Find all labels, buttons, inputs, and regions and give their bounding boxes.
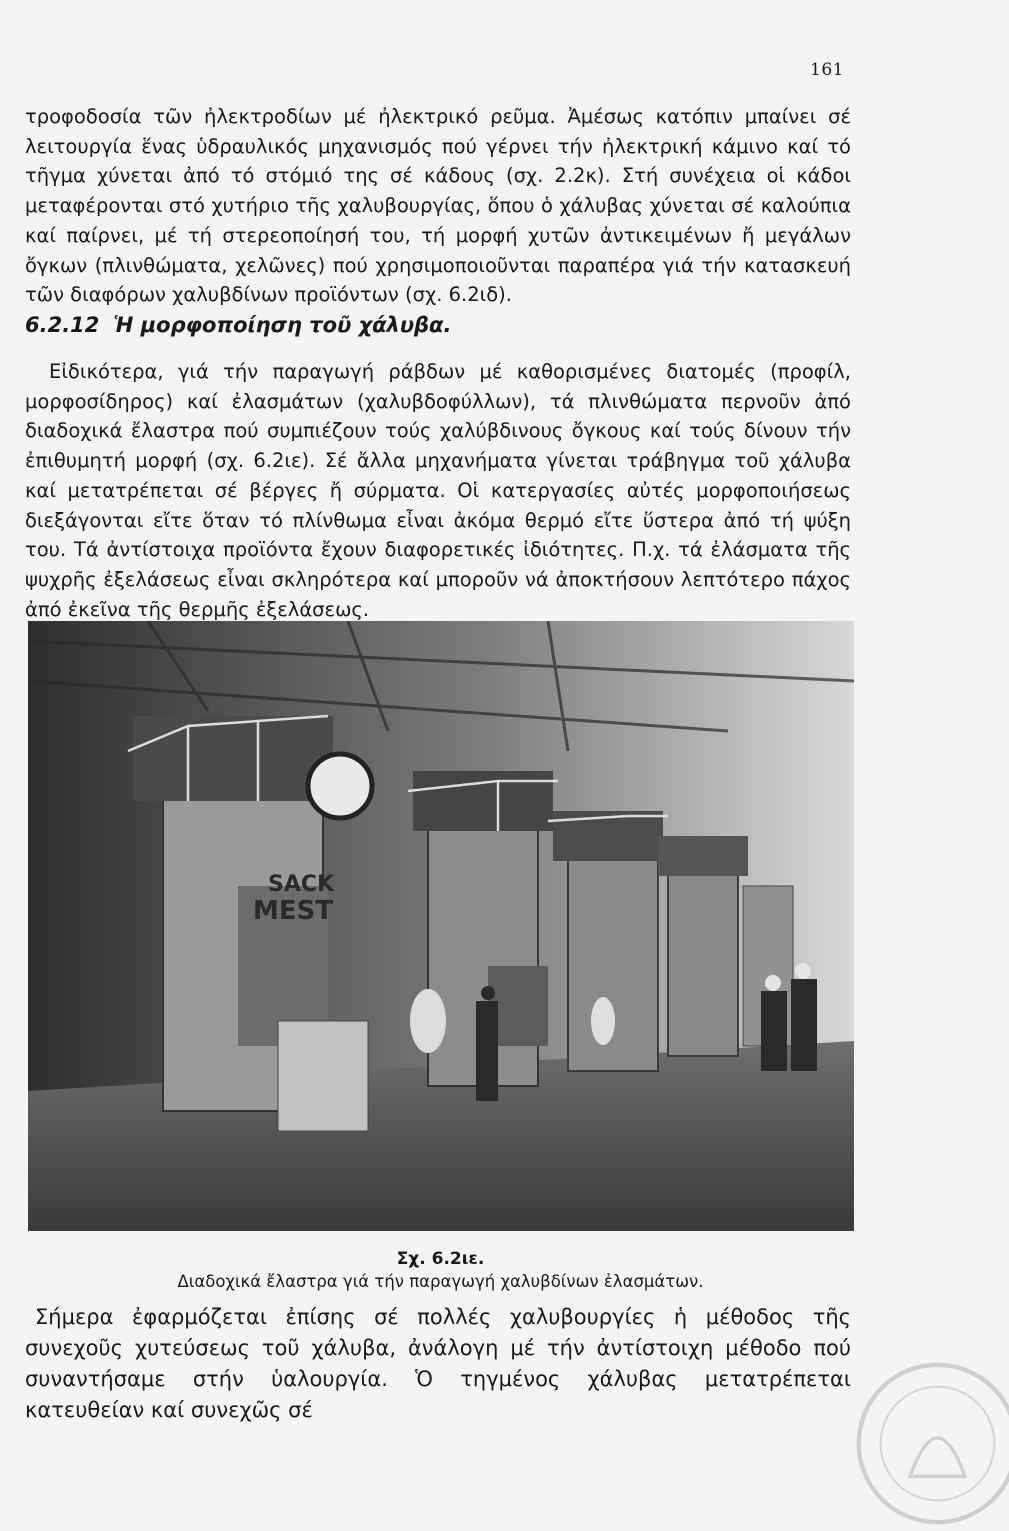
- library-stamp: [850, 1356, 1009, 1531]
- section-title: Ἡ μορφοποίηση τοῦ χάλυβα.: [113, 313, 452, 337]
- paragraph-3-text: Σήμερα ἐφαρμόζεται ἐπίσης σέ πολλές χαλυβουργίες ἡ μέθοδος τῆς συνεχοῦς χυτεύσεως τοῦ χάλυβα, ἀνάλογη μέ τήν ἀντίστοιχη μέθοδο πού συναντήσαμε στήν ὑαλουργία. Ὁ τηγμένος χάλυβας μετατρέπεται κατευθείαν καί συνεχῶς σέ: [25, 1305, 851, 1422]
- section-number: 6.2.12: [25, 313, 100, 337]
- machine-lettering: SACK: [268, 872, 335, 897]
- figure-label: Σχ. 6.2ιε.: [396, 1249, 485, 1269]
- section-heading: [25, 313, 451, 337]
- rolling-mill-illustration: [28, 621, 854, 1231]
- figure-caption: Διαδοχικά ἔλαστρα γιά τήν παραγωγή χαλυβδίνων ἐλασμάτων.: [177, 1272, 704, 1291]
- paragraph-3: [25, 1302, 851, 1426]
- paragraph-1-text: τροφοδοσία τῶν ἠλεκτροδίων μέ ἠλεκτρικό ρεῦμα. Ἀμέσως κατόπιν μπαίνει σέ λειτουργία ἕνας ὑδραυλικός μηχανισμός πού γέρνει τήν ἠλεκτρική κάμινο καί τό τῆγμα χύνεται ἀπό τό στόμιό της σέ κάδους (σχ. 2.2κ). Στή συνέχεια οἱ κάδοι μεταφέρονται στό χυτήριο τῆς χαλυβουργίας, ὅπου ὁ χάλυβας χύνεται σέ καλούπια καί παίρνει, μέ τή στερεοποίησή του, τή μορφή χυτῶν ἀντικειμένων ἤ μεγάλων ὄγκων (πλινθώματα, χελῶνες) πού χρησιμοποιοῦνται παραπέρα γιά τήν κατασκευή τῶν διαφόρων χαλυβδίνων προϊόντων (σχ. 6.2ιδ).: [25, 105, 851, 307]
- page-number: 161: [810, 60, 844, 80]
- paragraph-1: [25, 102, 851, 310]
- machine-lettering: MEST: [253, 896, 334, 926]
- figure-rolling-mill-photo: [28, 621, 854, 1231]
- paragraph-2: [25, 357, 851, 624]
- roll-stand-4: [658, 836, 748, 1056]
- paragraph-2-text: Εἰδικότερα, γιά τήν παραγωγή ράβδων μέ καθορισμένες διατομές (προφίλ, μορφοσίδηρος) καί ἐλασμάτων (χαλυβδοφύλλων), τά πλινθώματα περνοῦν ἀπό διαδοχικά ἔλαστρα πού συμπιέζουν τούς χαλύβδινους ὄγκους καί τούς δίνουν τήν ἐπιθυμητή μορφή (σχ. 6.2ιε). Σέ ἄλλα μηχανήματα γίνεται τράβηγμα τοῦ χάλυβα καί μετατρέπεται σέ βέργες ἤ σύρματα. Οἱ κατεργασίες αὐτές μορφοποιήσεως διεξάγονται εἴτε ὅταν τό πλίνθωμα εἶναι ἀκόμα θερμό εἴτε ὕστερα ἀπό τή ψύξη του. Τά ἀντίστοιχα προϊόντα ἔχουν διαφορετικές ἰδιότητες. Π.χ. τά ἐλάσματα τῆς ψυχρῆς ἐξελάσεως εἶναι σκληρότερα καί μποροῦν νά ἀποκτήσουν λεπτότερο πάχος ἀπό ἐκεῖνα τῆς θερμῆς ἐξελάσεως.: [25, 360, 851, 621]
- roll-stand-3: [553, 811, 663, 1071]
